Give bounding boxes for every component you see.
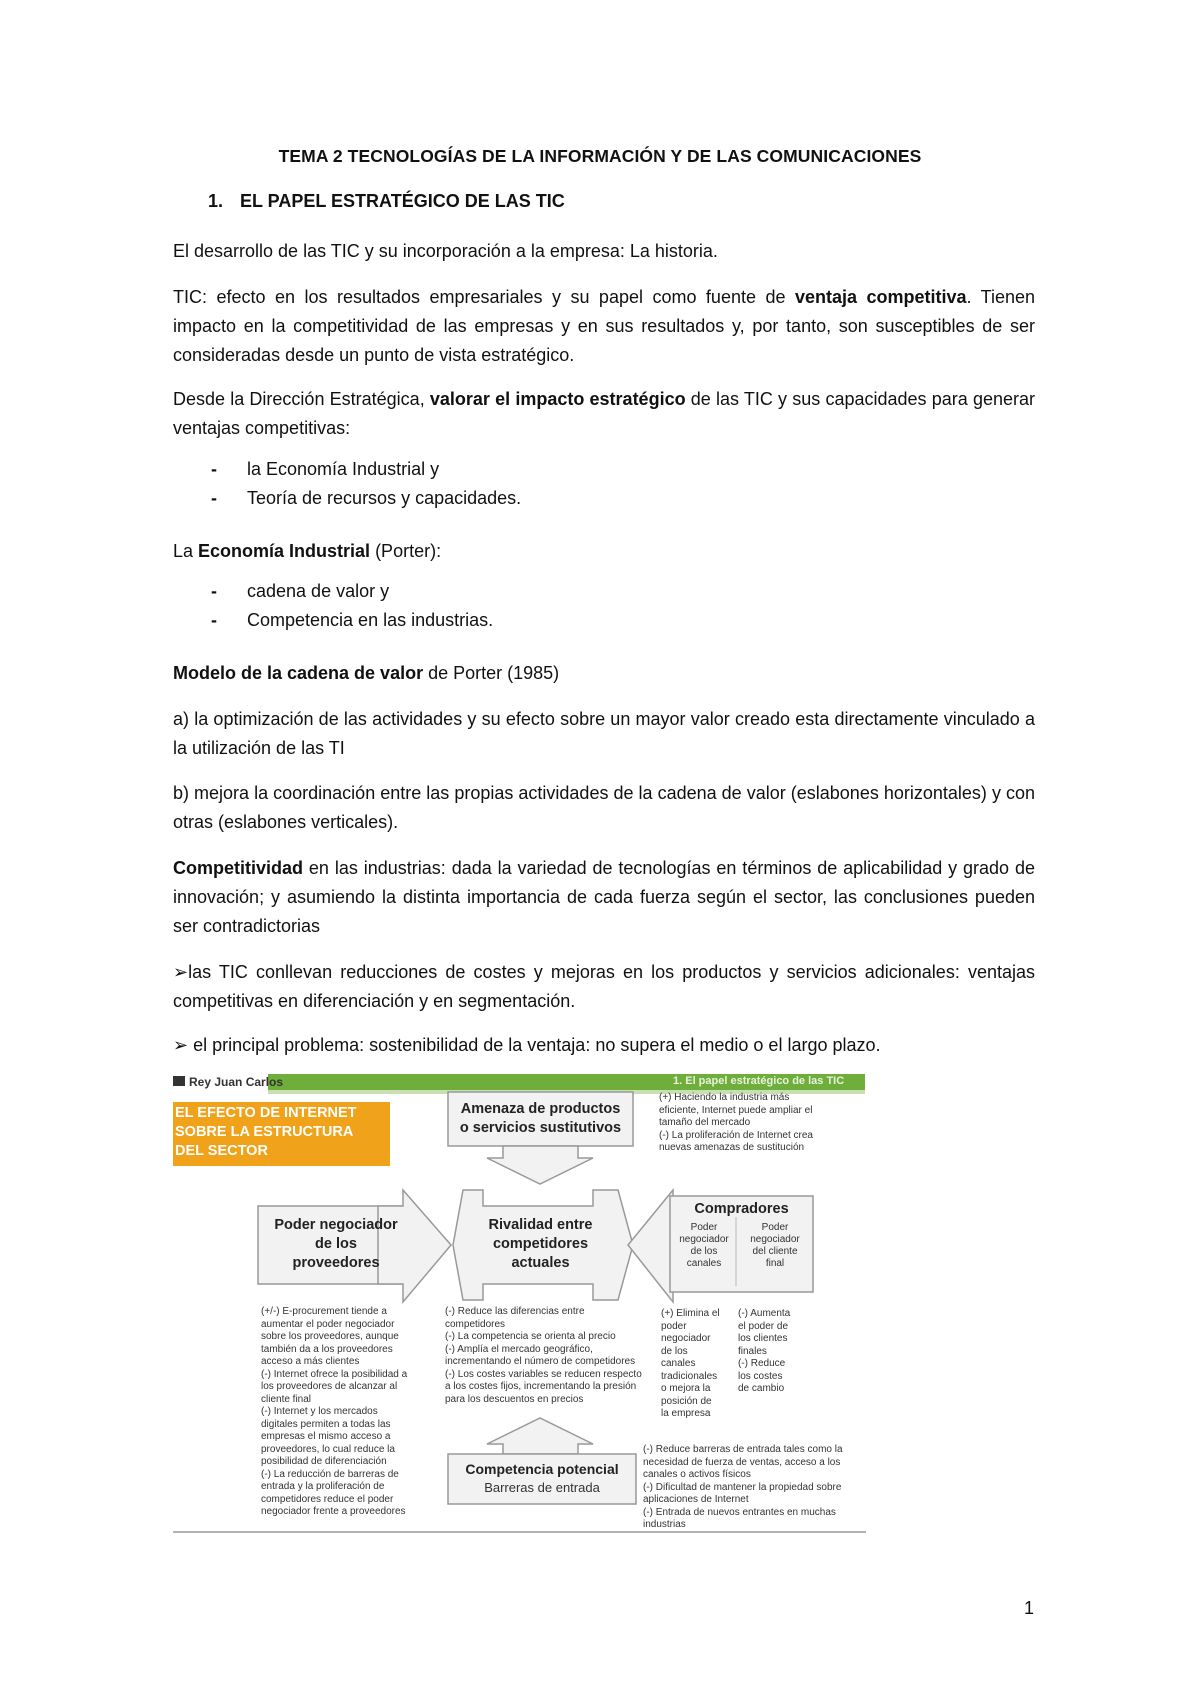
orange-title (175, 1104, 390, 1161)
note-line: (-) Internet y los mercados (261, 1406, 378, 1417)
dash-bullet: - (211, 581, 217, 601)
paragraph-b (173, 779, 1035, 837)
orange-line: SOBRE LA ESTRUCTURA (175, 1124, 354, 1140)
list-item (211, 610, 493, 631)
note-line: proveedores, lo cual reduce la (261, 1443, 395, 1455)
note-line: (-) La proliferación de Internet crea (659, 1129, 813, 1141)
note-line: canales o activos físicos (643, 1469, 751, 1480)
paragraph-text (173, 537, 1035, 566)
list-text: cadena de valor y (247, 581, 390, 601)
note-line: también da a los proveedores (261, 1343, 393, 1355)
porter-forces-diagram (173, 1072, 866, 1534)
tiny-line: final (765, 1258, 785, 1269)
paragraph-text: a) la optimización de las actividades y su efecto sobre un mayor valor creado esta directamente vinculado a la utilización de las TI (173, 709, 1035, 758)
paragraph-competitividad (173, 854, 1035, 941)
paragraph-economia (173, 537, 1035, 566)
comp-left-label (673, 1222, 735, 1270)
bold-run: ventaja competitiva (794, 287, 967, 307)
dash-bullet: - (211, 459, 217, 479)
note-line: competidores (445, 1318, 506, 1330)
compradores-notes-right (738, 1308, 808, 1396)
note-line: (-) Entrada de nuevos entrantes en muchas (643, 1506, 836, 1518)
note-line: finales (738, 1345, 767, 1357)
note-line: (+) Haciendo la industria más (659, 1092, 790, 1103)
note-line: (-) Reduce las diferencias entre (445, 1306, 585, 1317)
tiny-line: negociador (750, 1234, 800, 1245)
tiny-line: negociador (679, 1234, 729, 1245)
note-line: para los descuentos en precios (445, 1393, 584, 1405)
page-number: 1 (1024, 1598, 1035, 1618)
amenaza-line: Amenaza de productos (460, 1101, 621, 1117)
proveedores-notes (261, 1306, 436, 1519)
note-line: de cambio (738, 1383, 785, 1394)
note-line: aumentar el poder negociador (261, 1318, 395, 1330)
text-run: (Porter): (370, 541, 442, 561)
paragraph-tic-effect (173, 283, 1035, 370)
note-line: los clientes (738, 1333, 788, 1344)
list-item (211, 581, 389, 602)
paragraph-problema (173, 1031, 1035, 1060)
logo-text: Rey Juan Carlos (189, 1075, 284, 1089)
header-title: 1. El papel estratégico de las TIC (673, 1075, 845, 1087)
note-line: (+) Elimina el (661, 1308, 720, 1319)
note-line: (-) La reducción de barreras de (261, 1468, 399, 1480)
orange-line: EL EFECTO DE INTERNET (175, 1105, 357, 1121)
list-item (211, 488, 521, 509)
note-line: (-) Dificultad de mantener la propiedad sobre (643, 1481, 842, 1493)
note-line: (-) Reduce (738, 1358, 786, 1369)
note-line: necesidad de fuerza de ventas, acceso a los (643, 1456, 841, 1468)
note-line: poder (661, 1320, 687, 1332)
logo-mark-icon (173, 1076, 185, 1086)
tiny-line: de los (690, 1246, 718, 1257)
text-run: . Tienen impacto en la competitividad de las empresas y en sus resultados y, por tanto, son susceptibles de ser consideradas desde un punto de vista estratégico. (173, 287, 1036, 365)
paragraph-text: ➢las TIC conllevan reducciones de costes y mejoras en los productos y servicios adicionales: ventajas competitivas en diferenciación y en segmentación. (173, 962, 1035, 1011)
list-text: la Economía Industrial y (247, 459, 440, 479)
note-line: (+/-) E-procurement tiende a (261, 1306, 387, 1317)
rivalidad-title (473, 1216, 608, 1273)
note-line: competidores reduce el poder (261, 1493, 394, 1505)
bold-run: valorar el impacto estratégico (429, 389, 686, 409)
note-line: negociador frente a proveedores (261, 1506, 406, 1517)
note-line: posición de (661, 1395, 712, 1407)
rivalidad-line: actuales (511, 1255, 570, 1271)
tiny-line: Poder (761, 1222, 789, 1233)
compradores-notes-left (661, 1308, 731, 1421)
list-text: Teoría de recursos y capacidades. (247, 488, 522, 508)
note-line: posibilidad de diferenciación (261, 1456, 387, 1467)
paragraph-text: b) mejora la coordinación entre las propias actividades de la cadena de valor (eslabones horizontales) y con otras (eslabones verticales). (173, 783, 1035, 832)
paragraph-text (173, 283, 1035, 370)
paragraph-direccion (173, 385, 1035, 443)
orange-line: DEL SECTOR (175, 1143, 268, 1159)
note-line: canales (661, 1358, 696, 1369)
paragraph-text (173, 659, 1035, 688)
poder-line: Poder negociador (274, 1217, 398, 1233)
note-line: los proveedores de alcanzar al (261, 1381, 398, 1392)
rivalidad-line: Rivalidad entre (488, 1217, 593, 1233)
note-line: cliente final (261, 1393, 312, 1405)
note-line: aplicaciones de Internet (643, 1494, 749, 1505)
bold-run: Competitividad (173, 858, 304, 878)
section-heading (208, 191, 565, 212)
tiny-line: del cliente (752, 1246, 798, 1257)
paragraph-text (173, 854, 1035, 941)
note-line: entrada y la proliferación de (261, 1481, 385, 1492)
text-run: en las industrias: dada la variedad de tecnologías en términos de aplicabilidad y grado de innovación; y asumiendo la distinta importancia de cada fuerza según el sector, las conclusiones pueden ser contradictorias (173, 858, 1035, 936)
poder-title (261, 1216, 411, 1273)
note-line: empresas el mismo acceso a (261, 1431, 391, 1442)
note-line: eficiente, Internet puede ampliar el (659, 1104, 813, 1116)
note-line: o mejora la (661, 1383, 711, 1394)
note-line: incrementando el número de competidores (445, 1356, 636, 1367)
text-run: de Porter (1985) (423, 663, 560, 683)
section-title: EL PAPEL ESTRATÉGICO DE LAS TIC (240, 191, 565, 211)
note-line: tradicionales (661, 1370, 718, 1382)
note-line: nuevas amenazas de sustitución (659, 1142, 805, 1153)
up-arrow-icon (487, 1418, 593, 1454)
note-line: digitales permiten a todas las (261, 1418, 391, 1430)
list-item (211, 459, 439, 480)
rivalidad-notes (445, 1306, 645, 1406)
note-line: (-) Reduce barreras de entrada tales como la (643, 1444, 843, 1455)
bold-run: Economía Industrial (198, 541, 371, 561)
amenaza-line: o servicios sustitutivos (459, 1120, 622, 1136)
text-run: de las TIC y sus capacidades para generar ventajas competitivas: (173, 389, 1035, 438)
paragraph-history (173, 237, 1035, 266)
note-line: los costes (738, 1370, 783, 1382)
bold-run: Modelo de la cadena de valor (173, 663, 424, 683)
paragraph-text (173, 385, 1035, 443)
note-line: la empresa (661, 1408, 711, 1419)
document-title: TEMA 2 TECNOLOGÍAS DE LA INFORMACIÓN Y DE LAS COMUNICACIONES (278, 146, 922, 166)
note-line: (-) Los costes variables se reducen respecto (445, 1368, 642, 1380)
barreras-subtitle: Barreras de entrada (484, 1480, 600, 1495)
note-line: sobre los proveedores, aunque (261, 1331, 399, 1342)
note-line: de los (661, 1345, 688, 1357)
note-line: el poder de (738, 1320, 789, 1332)
note-line: (-) Aumenta (738, 1308, 791, 1319)
competencia-title: Competencia potencial (465, 1461, 619, 1477)
note-line: (-) La competencia se orienta al precio (445, 1331, 616, 1342)
compradores-title: Compradores (694, 1201, 789, 1217)
note-line: (-) Amplía el mercado geográfico, (445, 1343, 593, 1355)
amenaza-notes (659, 1092, 859, 1155)
comp-right-label (739, 1222, 811, 1270)
rivalidad-line: competidores (492, 1236, 589, 1252)
text-run: TIC: efecto en los resultados empresariales y su papel como fuente de (173, 287, 795, 307)
poder-line: de los (315, 1236, 357, 1252)
tiny-line: Poder (690, 1222, 718, 1233)
paragraph-a (173, 705, 1035, 763)
list-text: Competencia en las industrias. (247, 610, 494, 630)
down-arrow-icon (487, 1146, 593, 1184)
poder-line: proveedores (292, 1255, 380, 1271)
note-line: tamaño del mercado (659, 1117, 751, 1128)
amenaza-title (448, 1100, 633, 1138)
competencia-notes (643, 1444, 863, 1532)
note-line: negociador (661, 1333, 711, 1344)
note-line: industrias (643, 1519, 686, 1530)
paragraph-reducciones (173, 958, 1035, 1016)
paragraph-text: ➢ el principal problema: sostenibilidad de la ventaja: no supera el medio o el largo plazo. (173, 1035, 881, 1055)
note-line: acceso a más clientes (261, 1356, 360, 1367)
section-number: 1. (208, 191, 224, 211)
text-run: La (173, 541, 199, 561)
paragraph-modelo (173, 659, 1035, 688)
dash-bullet: - (211, 488, 217, 508)
text-run: Desde la Dirección Estratégica, (173, 389, 430, 409)
tiny-line: canales (686, 1258, 722, 1269)
dash-bullet: - (211, 610, 217, 630)
note-line: (-) Internet ofrece la posibilidad a (261, 1368, 408, 1380)
note-line: a los costes fijos, incrementando la presión (445, 1381, 637, 1392)
paragraph-text: El desarrollo de las TIC y su incorporación a la empresa: La historia. (173, 241, 718, 261)
